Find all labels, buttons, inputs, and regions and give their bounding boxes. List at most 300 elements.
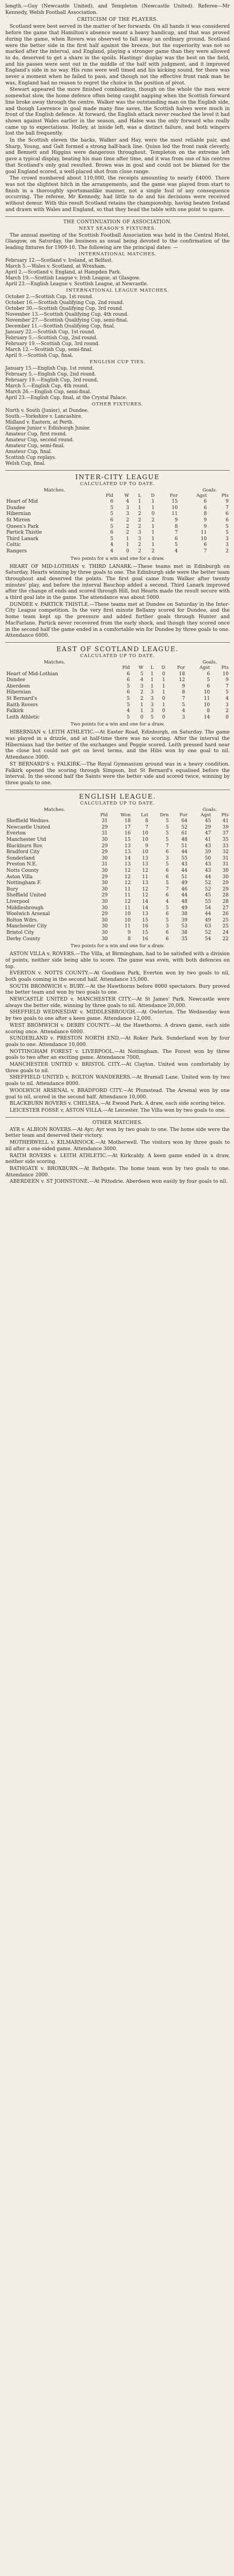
team-name: Woolwich Arsenal xyxy=(6,911,50,917)
team-name: Leith Athletic xyxy=(6,714,40,720)
column-header: For xyxy=(177,665,185,670)
stat-cell: 15 xyxy=(124,837,131,843)
stat-cell: 52 xyxy=(205,886,211,892)
report-paragraph: Stewart appeared the more finished combination, though on the whole the men were somewhat slow, the home defence often being caught napping when the Scottish forward line broke away through the centre. Walker was the outstanding man on the English side, and though Lawrence in goal made many fine saves, the Scottish halves were much in front of the English defence. At forward, the English attack never reached the level it had shown against Wales earlier in the season, and Halse was the only forward who really came up to expectations. Holley, at inside left, was a distinct failure, and both wingers lost the ball frequently. xyxy=(5,87,230,137)
stat-cell: 10 xyxy=(204,702,210,708)
table-header-row xyxy=(5,665,230,672)
stat-cell: 5 xyxy=(207,677,210,683)
table-row xyxy=(5,880,230,887)
stat-cell: 14 xyxy=(142,899,149,904)
stat-cell: 3 xyxy=(225,536,229,542)
stat-cell: 52 xyxy=(181,824,188,830)
stat-cell: 50 xyxy=(205,855,211,861)
stat-cell: 35 xyxy=(181,936,188,942)
criticism-heading: CRITICISM OF THE PLAYERS. xyxy=(77,17,158,23)
fixture-item: October 30.—Scottish Qualifying Cup, 3rd round. xyxy=(5,306,123,311)
stat-cell: 6 xyxy=(110,530,114,536)
stat-cell: 4 xyxy=(140,677,144,683)
column-header: Pts xyxy=(221,493,229,498)
goals-caption: Goals. xyxy=(202,487,217,493)
column-header: Drn xyxy=(160,812,169,818)
stat-cell: 9 xyxy=(225,499,229,505)
stat-cell: 6 xyxy=(225,511,229,517)
stat-cell: 0 xyxy=(225,714,229,720)
stat-cell: 6 xyxy=(166,874,169,880)
stat-cell: 10 xyxy=(171,505,178,511)
stat-cell: 3 xyxy=(182,714,185,720)
stat-cell: 44 xyxy=(181,893,188,899)
stat-cell: 29 xyxy=(102,849,108,855)
stat-cell: 12 xyxy=(124,868,131,873)
points-note: Two points for a win and one for a draw. xyxy=(71,556,165,561)
table-row xyxy=(5,715,230,721)
fixture-item: March 19.—Scottish League v. Irish League, at Glasgow. xyxy=(5,275,141,281)
stat-cell: 1 xyxy=(138,499,142,505)
table-row xyxy=(5,499,230,505)
column-rule xyxy=(5,1117,230,1118)
stat-cell: 4 xyxy=(225,696,229,701)
stat-cell: 13 xyxy=(124,843,131,849)
stat-cell: 29 xyxy=(102,874,108,880)
stat-cell: 2 xyxy=(126,517,129,523)
stat-cell: 11 xyxy=(124,905,131,911)
stat-cell: 8 xyxy=(182,690,185,696)
table-row xyxy=(5,518,230,524)
fixture-item: December 11.—Scottish Qualifying Cup, final. xyxy=(5,323,115,329)
stat-cell: 7 xyxy=(182,696,185,701)
stat-cell: 18 xyxy=(124,818,131,824)
stat-cell: 26 xyxy=(222,911,229,917)
column-header: Pld xyxy=(106,493,114,498)
stat-cell: 1 xyxy=(126,542,129,548)
stat-cell: 13 xyxy=(142,855,149,861)
stat-cell: 2 xyxy=(138,524,142,529)
stat-cell: 0 xyxy=(162,708,166,714)
league-table xyxy=(5,493,230,555)
fixture-item: November 27.—Scottish Qualifying Cup, semi-final. xyxy=(5,317,128,323)
match-report: ST BERNARD'S v. FALKIRK.—The Royal Gymnasium ground was in a heavy condition. Falkirk opened the scoring through Simpson, but St Bernard's equalised before the interval. In the second half the Saints were the better side and scored twice, winning by three goals to one. xyxy=(5,761,230,786)
table-row xyxy=(5,818,230,825)
stat-cell: 31 xyxy=(102,831,108,837)
table-row xyxy=(5,924,230,930)
team-name: Preston N.E. xyxy=(6,862,37,868)
stat-cell: 7 xyxy=(225,505,229,511)
match-report: SHEFFIELD UNITED v. BOLTON WANDERERS.—At Bramall Lane. United won by two goals to nil. Attendance 8000. xyxy=(5,1074,230,1087)
stat-cell: 3 xyxy=(225,542,229,548)
team-name: Bradford City xyxy=(6,849,40,855)
stat-cell: 3 xyxy=(166,855,169,861)
column-header: W xyxy=(138,665,144,670)
report-paragraph: The crowd numbered about 110,000, the receipts amounting to nearly £4000. There was not the slightest hitch in the arrangements, and the game was played from start to finish in a thoroughly sportsmanlike manner, not a single foul of any consequence occurring. The referee, Mr Kennedy, had little to do and his decisions were received without demur. With this result Scotland retains the championship, having beaten Ireland and drawn with Wales and England, so that they head the table with one point to spare. xyxy=(5,175,230,213)
stat-cell: 1 xyxy=(140,708,144,714)
stat-cell: 2 xyxy=(126,524,129,529)
stat-cell: 5 xyxy=(127,696,130,701)
fixtures-section-heading: OTHER FIXTURES. xyxy=(91,401,144,407)
stat-cell: 5 xyxy=(127,702,130,708)
table-row xyxy=(5,524,230,530)
fixture-item: March 12.—Scottish Cup, semi-final. xyxy=(5,347,93,353)
match-report: MOTHERWELL v. KILMARNOCK.—At Motherwell. The visitors won by three goals to nil after a one-sided game. Attendance 3000. xyxy=(5,1139,230,1152)
stat-cell: 6 xyxy=(207,671,210,677)
stat-cell: 9 xyxy=(204,524,207,529)
team-name: Dundee xyxy=(6,677,26,683)
stat-cell: 43 xyxy=(181,862,188,868)
fixture-item: October 16.—Scottish Qualifying Cup, 2nd round. xyxy=(5,300,124,306)
stat-cell: 25 xyxy=(222,924,229,930)
table-row xyxy=(5,899,230,905)
stat-cell: 9 xyxy=(127,930,131,935)
fixture-item: April 23.—English Cup, final, at the Crystal Palace. xyxy=(5,395,127,401)
fixtures-section-heading: INTERNATIONAL MATCHES. xyxy=(78,251,157,257)
team-name: Sheffield Wednes. xyxy=(6,818,50,824)
team-name: St Mirren xyxy=(6,517,30,523)
stat-cell: 11 xyxy=(124,924,131,930)
team-name: Hibernian xyxy=(6,511,31,517)
table-row xyxy=(5,849,230,856)
stat-cell: 10 xyxy=(142,837,149,843)
stat-cell: 5 xyxy=(110,505,114,511)
fixture-item: February 19.—English Cup, 3rd round. xyxy=(5,377,98,383)
stat-cell: 4 xyxy=(174,548,178,554)
team-name: Newcastle United xyxy=(6,824,50,830)
fixtures-subheading: NEXT SEASON'S FIXTURES. xyxy=(79,225,157,231)
column-header: D xyxy=(161,665,166,670)
stat-cell: 30 xyxy=(222,874,229,880)
english-title: ENGLISH LEAGUE. xyxy=(79,792,157,800)
stat-cell: 14 xyxy=(204,714,210,720)
stat-cell: 5 xyxy=(150,714,154,720)
stat-cell: 13 xyxy=(142,862,149,868)
stat-cell: 64 xyxy=(181,818,188,824)
stat-cell: 44 xyxy=(181,849,188,855)
stat-cell: 25 xyxy=(222,917,229,923)
match-report: DUNDEE v. PARTICK THISTLE.—These teams met at Dundee on Saturday in the Inter-City League competition. In the very first minute Bellamy scored for Dundee, and the home team kept up the pressure and added further goals through Hunter and MacFarlane. Partick never recovered from the early shock, and though they scored once in the second half the game ended in a comfortable win for Dundee by three goals to one. Attendance 6000. xyxy=(5,601,230,639)
table-row xyxy=(5,918,230,924)
table-row xyxy=(5,862,230,868)
stat-cell: 31 xyxy=(102,862,108,868)
stat-cell: 37 xyxy=(222,831,229,837)
stat-cell: 7 xyxy=(166,843,169,849)
stat-cell: 0 xyxy=(151,511,155,517)
stat-cell: 29 xyxy=(102,843,108,849)
stat-cell: 5 xyxy=(182,702,185,708)
stat-cell: 9 xyxy=(182,683,185,689)
matches-caption: Matches. xyxy=(44,487,65,493)
table-row xyxy=(5,831,230,837)
match-reports xyxy=(5,729,230,786)
stat-cell: 29 xyxy=(222,880,229,886)
team-name: Hibernian xyxy=(6,690,31,696)
stat-cell: 2 xyxy=(126,530,129,536)
stat-cell: 5 xyxy=(127,714,130,720)
stat-cell: 30 xyxy=(222,868,229,873)
stat-cell: 2 xyxy=(138,517,142,523)
fixtures-heading: THE CONTINUATION OF ASSOCIATION. xyxy=(63,219,172,225)
stat-cell: 53 xyxy=(181,924,188,930)
stat-cell: 12 xyxy=(142,868,149,873)
stat-cell: 16 xyxy=(124,831,131,837)
stat-cell: 0 xyxy=(140,714,144,720)
stat-cell: 54 xyxy=(205,936,211,942)
stat-cell: 5 xyxy=(166,837,169,843)
team-name: Everton xyxy=(6,831,26,837)
fixture-item: Midland v. Eastern, at Perth. xyxy=(5,419,74,425)
stat-cell: 12 xyxy=(142,886,149,892)
stat-cell: 44 xyxy=(205,874,211,880)
stat-cell: 4 xyxy=(182,708,185,714)
match-report: EVERTON v. NOTTS COUNTY.—At Goodison Park, Everton won by two goals to nil, both goals coming in the second half. Attendance 15,000. xyxy=(5,970,230,982)
stat-cell: 11 xyxy=(142,874,149,880)
team-name: Blackburn Rov. xyxy=(6,843,43,849)
stat-cell: 18 xyxy=(178,671,185,677)
table-row xyxy=(5,672,230,678)
table-row xyxy=(5,844,230,850)
column-header xyxy=(5,813,91,819)
stat-cell: 14 xyxy=(124,855,131,861)
points-note: Two points for a win and one for a draw. xyxy=(71,943,165,949)
match-report: LEICESTER FOSSE v. ASTON VILLA.—At Leicester. The Villa won by two goals to one. xyxy=(10,1107,226,1113)
league-table xyxy=(5,813,230,942)
stat-cell: 22 xyxy=(222,936,229,942)
stat-cell: 8 xyxy=(204,511,207,517)
stat-cell: 0 xyxy=(126,548,129,554)
column-header: For xyxy=(169,493,178,498)
stat-cell: 6 xyxy=(204,542,207,548)
fixture-item: Amateur Cup, semi-final. xyxy=(5,443,65,449)
fixture-list xyxy=(5,258,230,287)
fixture-item: North v. South (Junior), at Dundee. xyxy=(5,408,89,413)
match-report: NOTTINGHAM FOREST v. LIVERPOOL.—At Nottingham. The Forest won by three goals to two after an exciting game. Attendance 7000. xyxy=(5,1048,230,1061)
stat-cell: 3 xyxy=(126,505,129,511)
table-row xyxy=(5,549,230,555)
table-row xyxy=(5,684,230,690)
stat-cell: 12 xyxy=(124,880,131,886)
goals-caption: Goals. xyxy=(202,807,217,813)
match-reports xyxy=(5,1127,230,1185)
match-report: NEWCASTLE UNITED v. MANCHESTER CITY.—At St James' Park. Newcastle were always the better side, winning by three goals to nil. Attendance 20,000. xyxy=(5,996,230,1009)
table-caption xyxy=(5,660,230,665)
table-row xyxy=(5,936,230,943)
stat-cell: 1 xyxy=(162,677,166,683)
stat-cell: 5 xyxy=(110,524,114,529)
league-table xyxy=(5,665,230,721)
team-name: Rangers xyxy=(6,548,27,554)
stat-cell: 5 xyxy=(225,524,229,529)
stat-cell: 3 xyxy=(225,702,229,708)
team-name: Bolton Wdrs. xyxy=(6,917,38,923)
column-header: L xyxy=(150,665,154,670)
team-name: Raith Rovers xyxy=(6,702,38,708)
table-caption xyxy=(5,488,230,493)
column-rule xyxy=(5,216,230,217)
stat-cell: 5 xyxy=(225,690,229,696)
east-title: EAST OF SCOTLAND LEAGUE. xyxy=(56,645,179,653)
stat-cell: 30 xyxy=(102,899,108,904)
stat-cell: 6 xyxy=(166,849,169,855)
team-name: Sunderland xyxy=(6,855,35,861)
fixtures-section-heading: INTERNATIONAL LEAGUE MATCHES. xyxy=(66,287,169,293)
fixture-item: April 9.—Scottish Cup, final. xyxy=(5,353,73,358)
fixture-list xyxy=(5,408,230,467)
fixtures-section-heading: ENGLISH CUP TIES. xyxy=(89,359,146,365)
match-report: SUNDERLAND v. PRESTON NORTH END.—At Roker Park. Sunderland won by four goals to one. Attendance 10,000. xyxy=(5,1035,230,1048)
stat-cell: 1 xyxy=(151,542,155,548)
stat-cell: 10 xyxy=(124,917,131,923)
stat-cell: 10 xyxy=(142,849,149,855)
match-report: WOOLWICH ARSENAL v. BRADFORD CITY.—At Plumstead. The Arsenal won by one goal to nil, scored in the second half. Attendance 10,000. xyxy=(5,1087,230,1100)
fixture-list xyxy=(5,366,230,401)
stat-cell: 5 xyxy=(166,824,169,830)
stat-cell: 3 xyxy=(126,511,129,517)
match-reports xyxy=(5,951,230,1114)
fixture-item: Amateur Cup, first round. xyxy=(5,431,67,437)
match-report: RAITH ROVERS v. LEITH ATHLETIC.—At Kirkcaldy. A keen game ended in a draw, neither side scoring. xyxy=(5,1152,230,1165)
table-row xyxy=(5,893,230,899)
matches-caption: Matches. xyxy=(44,659,65,665)
fixture-item: March 5.—Wales v. Scotland, at Wrexham. xyxy=(5,263,106,269)
stat-cell: 54 xyxy=(205,905,211,911)
stat-cell: 31 xyxy=(102,818,108,824)
stat-cell: 28 xyxy=(222,899,229,904)
stat-cell: 6 xyxy=(166,868,169,873)
stat-cell: 51 xyxy=(181,874,188,880)
stat-cell: 11 xyxy=(171,511,178,517)
fixture-item: Amateur Cup, second round. xyxy=(5,437,74,443)
stat-cell: 6 xyxy=(207,683,210,689)
stat-cell: 6 xyxy=(174,536,178,542)
stat-cell: 1 xyxy=(138,505,142,511)
stat-cell: 9 xyxy=(174,517,178,523)
table-row xyxy=(5,856,230,862)
stat-cell: 6 xyxy=(225,517,229,523)
stat-cell: 41 xyxy=(205,837,211,843)
east-subtitle: CALCULATED UP TO DATE. xyxy=(80,653,155,659)
table-row xyxy=(5,837,230,844)
stat-cell: 1 xyxy=(151,499,155,505)
fixture-item: January 15.—English Cup, 1st round. xyxy=(5,365,94,371)
stat-cell: 49 xyxy=(205,917,211,923)
table-row xyxy=(5,505,230,512)
stat-cell: 8 xyxy=(145,818,149,824)
stat-cell: 43 xyxy=(205,868,211,873)
stat-cell: 41 xyxy=(222,818,229,824)
stat-cell: 10 xyxy=(142,831,149,837)
stat-cell: 1 xyxy=(162,702,166,708)
team-name: Aberdeen xyxy=(6,683,30,689)
stat-cell: 2 xyxy=(151,517,155,523)
stat-cell: 52 xyxy=(205,880,211,886)
stat-cell: 6 xyxy=(166,911,169,917)
stat-cell: 1 xyxy=(162,690,166,696)
stat-cell: 10 xyxy=(200,536,207,542)
match-reports xyxy=(5,564,230,639)
stat-cell: 51 xyxy=(181,843,188,849)
stat-cell: 13 xyxy=(142,880,149,886)
column-header: Won xyxy=(120,812,131,818)
column-header: Agst xyxy=(200,812,211,818)
stat-cell: 30 xyxy=(102,917,108,923)
column-rule xyxy=(5,642,230,643)
match-report: BATHGATE v. BROXBURN.—At Bathgate. The home team won by two goals to one. Attendance 2000. xyxy=(5,1165,230,1178)
stat-cell: 48 xyxy=(181,899,188,904)
stat-cell: 30 xyxy=(102,936,108,942)
team-name: Manchester Utd xyxy=(6,837,46,843)
stat-cell: 28 xyxy=(222,893,229,899)
stat-cell: 13 xyxy=(142,911,149,917)
stat-cell: 6 xyxy=(127,677,130,683)
stat-cell: 3 xyxy=(150,696,154,701)
stat-cell: 11 xyxy=(124,893,131,899)
stat-cell: 44 xyxy=(205,911,211,917)
stat-cell: 2 xyxy=(138,548,142,554)
international-match-report xyxy=(5,3,230,213)
stat-cell: 1 xyxy=(150,671,154,677)
fixtures-intro: The annual meeting of the Scottish Football Association was held in the Central Hotel, Glasgow, on Saturday, the business as usual being devoted to the confirmation of the leading fixtures for 1909-10. The following are the principal dates: — xyxy=(5,232,230,251)
stat-cell: 5 xyxy=(127,683,130,689)
table-row xyxy=(5,887,230,893)
stat-cell: 52 xyxy=(205,930,211,935)
column-header: Pld xyxy=(122,665,130,670)
table-row xyxy=(5,511,230,518)
goals-caption: Goals. xyxy=(202,659,217,665)
stat-cell: 4 xyxy=(110,548,114,554)
match-report: AYR v. ALBION ROVERS.—At Ayr; Ayr won by two goals to one. The home side were the better team and deserved their victory. xyxy=(5,1126,230,1139)
other-matches-title: OTHER MATCHES. xyxy=(92,1120,143,1126)
stat-cell: 1 xyxy=(151,536,155,542)
stat-cell: 7 xyxy=(145,824,149,830)
stat-cell: 38 xyxy=(181,911,188,917)
team-name: Derby County xyxy=(6,936,41,942)
stat-cell: 4 xyxy=(127,708,130,714)
stat-cell: 6 xyxy=(166,893,169,899)
team-name: St Bernard's xyxy=(6,696,37,701)
stat-cell: 2 xyxy=(138,511,142,517)
fixture-item: November 13.—Scottish Qualifying Cup, 4th round. xyxy=(5,311,129,317)
matches-caption: Matches. xyxy=(44,807,65,813)
stat-cell: 4 xyxy=(166,899,169,904)
stat-cell: 45 xyxy=(205,893,211,899)
stat-cell: 10 xyxy=(222,671,229,677)
fixture-item: Amateur Cup, final. xyxy=(5,449,52,455)
column-header: Pts xyxy=(221,665,229,670)
stat-cell: 2 xyxy=(151,548,155,554)
table-row xyxy=(5,708,230,715)
stat-cell: 3 xyxy=(150,690,154,696)
table-row xyxy=(5,875,230,881)
column-header xyxy=(5,665,112,672)
stat-cell: 9 xyxy=(145,843,149,849)
stat-cell: 5 xyxy=(166,818,169,824)
report-paragraph: Scotland were best served in the matter of her forwards. On all hands it was considered before the game that Hamilton's absence meant a heavy handicap, and that was proved during the game, when Rovers was observed to fall away an ordinary ground. Scotland were the better side in the first half against the breeze, but the superiority was not so marked after the interval, and England, playing a stronger game than they were allowed to do, deserved to get a share in the spoils. Hastings' display was the best on the field, and his passes were sent out in the middle of the half with judgment, and it improved England's side in no way. His runs were well timed and his kicking sound, for there was never a moment when he failed to pass, and though not the effective front rank man he was, England had no reason to regret the choice in the position of pivot. xyxy=(5,24,230,86)
stat-cell: 7 xyxy=(225,683,229,689)
stat-cell: 13 xyxy=(124,862,131,868)
fixture-item: February 5.—Scottish Cup, 2nd round. xyxy=(5,335,98,341)
team-name: Partick Thistle xyxy=(6,530,42,536)
stat-cell: 43 xyxy=(205,862,211,868)
stat-cell: 29 xyxy=(102,824,108,830)
stat-cell: 33 xyxy=(222,843,229,849)
fixtures-section xyxy=(5,220,230,467)
team-name: Middlesbrough xyxy=(6,905,44,911)
stat-cell: 45 xyxy=(205,818,211,824)
fixture-item: February 5.—English Cup, 2nd round. xyxy=(5,371,96,377)
stat-cell: 3 xyxy=(138,536,142,542)
stat-cell: 3 xyxy=(166,924,169,930)
stat-cell: 49 xyxy=(181,905,188,911)
stat-cell: 0 xyxy=(162,696,166,701)
stat-cell: 6 xyxy=(204,505,207,511)
stat-cell: 30 xyxy=(102,905,108,911)
